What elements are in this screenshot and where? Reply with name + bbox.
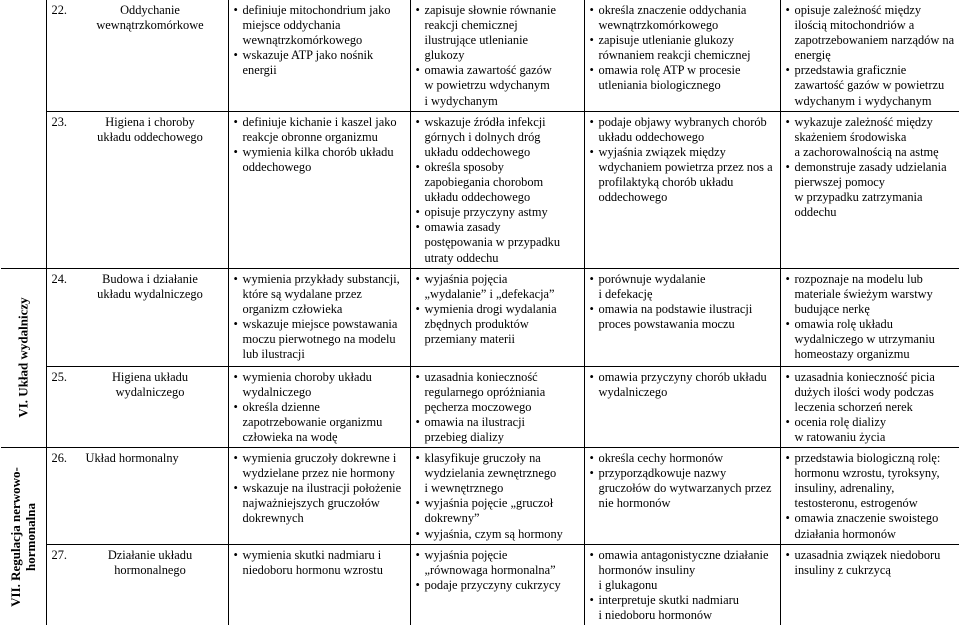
requirements-cell: [410, 0, 584, 111]
list-item: • definiuje mitochondrium jako miejsce oddychania wewnątrzkomórkowego: [234, 3, 407, 48]
topic-title: Higiena i choroby układu oddechowego: [97, 114, 203, 144]
topic-cell: [46, 366, 228, 447]
section-label: VI. Układ wydalniczy: [15, 297, 31, 418]
topic-cell: [46, 0, 228, 111]
list-item: • wyjaśnia pojęcia „wydalanie” i „defekacja”: [416, 272, 581, 302]
list-item: • podaje objawy wybranych chorób układu oddechowego: [590, 115, 777, 145]
table-row: [1, 366, 959, 447]
list-item: • interpretuje skutki nadmiaru i niedoboru hormonów: [590, 593, 777, 623]
list-item: • wskazuje ATP jako nośnik energii: [234, 48, 407, 78]
requirements-cell: [584, 0, 780, 111]
list-item: • uzasadnia konieczność regularnego opróżniania pęcherza moczowego: [416, 370, 581, 415]
list-item: • demonstruje zasady udzielania pierwszej pomocy w przypadku zatrzymania oddechu: [786, 160, 957, 220]
list-item: • omawia rolę układu wydalniczego w utrzymaniu homeostazy organizmu: [786, 317, 957, 362]
requirements-cell: [410, 448, 584, 545]
list-item: • wyjaśnia związek między wdychaniem powietrza przez nos a profilaktyką chorób układu oddechowego: [590, 145, 777, 205]
topic-cell: [46, 448, 228, 545]
topic-number: 23.: [51, 114, 67, 129]
topic-cell: [46, 544, 228, 625]
list-item: • wskazuje miejsce powstawania moczu pierwotnego na modelu lub ilustracji: [234, 317, 407, 362]
list-item: • omawia znaczenie swoistego działania hormonów: [786, 511, 957, 541]
list-item: • omawia na ilustracji przebieg dializy: [416, 415, 581, 445]
list-item: • omawia antagonistyczne działanie hormonów insuliny i glukagonu: [590, 548, 777, 593]
list-item: • wskazuje na ilustracji położenie najważniejszych gruczołów dokrewnych: [234, 481, 407, 526]
topic-title: Budowa i działanie układu wydalniczego: [97, 271, 203, 301]
requirements-cell: [780, 544, 959, 625]
topic-number: 26.: [51, 451, 67, 466]
topic-number: 27.: [51, 547, 67, 562]
requirements-cell: [228, 448, 410, 545]
requirements-cell: [228, 366, 410, 447]
list-item: • wymienia gruczoły dokrewne i wydzielane przez nie hormony: [234, 451, 407, 481]
section-label: VII. Regulacja nerwowo- hormonalna: [8, 466, 39, 607]
list-item: • opisuje zależność między ilością mitochondriów a zapotrzebowaniem narządów na energię: [786, 3, 957, 63]
list-item: • podaje przyczyny cukrzycy: [416, 578, 581, 593]
requirements-cell: [584, 448, 780, 545]
requirements-cell: [228, 544, 410, 625]
topic-cell: [46, 268, 228, 366]
requirements-cell: [780, 111, 959, 268]
requirements-cell: [410, 111, 584, 268]
list-item: • określa sposoby zapobiegania chorobom układu oddechowego: [416, 160, 581, 205]
requirements-cell: [780, 268, 959, 366]
topic-number: 22.: [51, 3, 67, 17]
list-item: • wykazuje zależność między skażeniem środowiska a zachorowalnością na astmę: [786, 115, 957, 160]
section-cell-urinary: [1, 268, 46, 447]
requirements-cell: [228, 0, 410, 111]
list-item: • opisuje przyczyny astmy: [416, 205, 581, 220]
list-item: • wymienia skutki nadmiaru i niedoboru hormonu wzrostu: [234, 548, 407, 578]
list-item: • zapisuje słownie równanie reakcji chemicznej ilustrujące utlenianie glukozy: [416, 3, 581, 63]
section-cell-endocrine: [1, 448, 46, 626]
table-row: [1, 448, 959, 545]
list-item: • przyporządkowuje nazwy gruczołów do wytwarzanych przez nie hormonów: [590, 466, 777, 511]
topic-number: 25.: [51, 369, 67, 384]
table-row: [1, 111, 959, 268]
topic-title: Działanie układu hormonalnego: [107, 547, 193, 577]
requirements-cell: [780, 448, 959, 545]
requirements-cell: [584, 544, 780, 625]
table-row: [1, 268, 959, 366]
list-item: • omawia rolę ATP w procesie utleniania biologicznego: [590, 63, 777, 93]
list-item: • uzasadnia związek niedoboru insuliny z cukrzycą: [786, 548, 957, 578]
requirements-cell: [780, 0, 959, 111]
list-item: • przedstawia graficznie zawartość gazów w powietrzu wdychanym i wydychanym: [786, 63, 957, 108]
requirements-cell: [780, 366, 959, 447]
requirements-cell: [410, 366, 584, 447]
list-item: • klasyfikuje gruczoły na wydzielania zewnętrznego i wewnętrznego: [416, 451, 581, 496]
list-item: • omawia przyczyny chorób układu wydalniczego: [590, 370, 777, 400]
table-row: [1, 0, 959, 111]
list-item: • przedstawia biologiczną rolę: hormonu wzrostu, tyroksyny, insuliny, adrenaliny, testosteronu, estrogenów: [786, 451, 957, 511]
list-item: • wyjaśnia, czym są hormony: [416, 527, 581, 542]
empty-section-cell: [1, 0, 46, 268]
topic-title: Higiena układu wydalniczego: [111, 369, 189, 399]
topic-cell: [46, 111, 228, 268]
list-item: • wymienia kilka chorób układu oddechowego: [234, 145, 407, 175]
topic-title: Układ hormonalny: [85, 451, 179, 466]
list-item: • omawia zasady postępowania w przypadku utraty oddechu: [416, 220, 581, 265]
list-item: • wymienia przykłady substancji, które są wydalane przez organizm człowieka: [234, 272, 407, 317]
list-item: • wyjaśnia pojęcie „równowaga hormonalna”: [416, 548, 581, 578]
requirements-cell: [410, 544, 584, 625]
requirements-cell: [228, 111, 410, 268]
list-item: • określa cechy hormonów: [590, 451, 777, 466]
list-item: • wskazuje źródła infekcji górnych i dolnych dróg układu oddechowego: [416, 115, 581, 160]
requirements-cell: [584, 366, 780, 447]
curriculum-table: [1, 0, 959, 625]
requirements-cell: [228, 268, 410, 366]
requirements-cell: [584, 268, 780, 366]
table-row: [1, 544, 959, 625]
list-item: • zapisuje utlenianie glukozy równaniem reakcji chemicznej: [590, 33, 777, 63]
list-item: • wyjaśnia pojęcie „gruczoł dokrewny”: [416, 496, 581, 526]
list-item: • uzasadnia konieczność picia dużych ilości wody podczas leczenia schorzeń nerek: [786, 370, 957, 415]
list-item: • ocenia rolę dializy w ratowaniu życia: [786, 415, 957, 445]
list-item: • wymienia choroby układu wydalniczego: [234, 370, 407, 400]
list-item: • omawia na podstawie ilustracji proces powstawania moczu: [590, 302, 777, 332]
list-item: • określa dzienne zapotrzebowanie organizmu człowieka na wodę: [234, 400, 407, 445]
requirements-cell: [584, 111, 780, 268]
topic-number: 24.: [51, 271, 67, 286]
list-item: • definiuje kichanie i kaszel jako reakcje obronne organizmu: [234, 115, 407, 145]
topic-title: Oddychanie wewnątrzkomórkowe: [96, 3, 204, 33]
list-item: • określa znaczenie oddychania wewnątrzkomórkowego: [590, 3, 777, 33]
list-item: • wymienia drogi wydalania zbędnych produktów przemiany materii: [416, 302, 581, 347]
list-item: • omawia zawartość gazów w powietrzu wdychanym i wydychanym: [416, 63, 581, 108]
requirements-cell: [410, 268, 584, 366]
list-item: • porównuje wydalanie i defekację: [590, 272, 777, 302]
list-item: • rozpoznaje na modelu lub materiale świeżym warstwy budujące nerkę: [786, 272, 957, 317]
